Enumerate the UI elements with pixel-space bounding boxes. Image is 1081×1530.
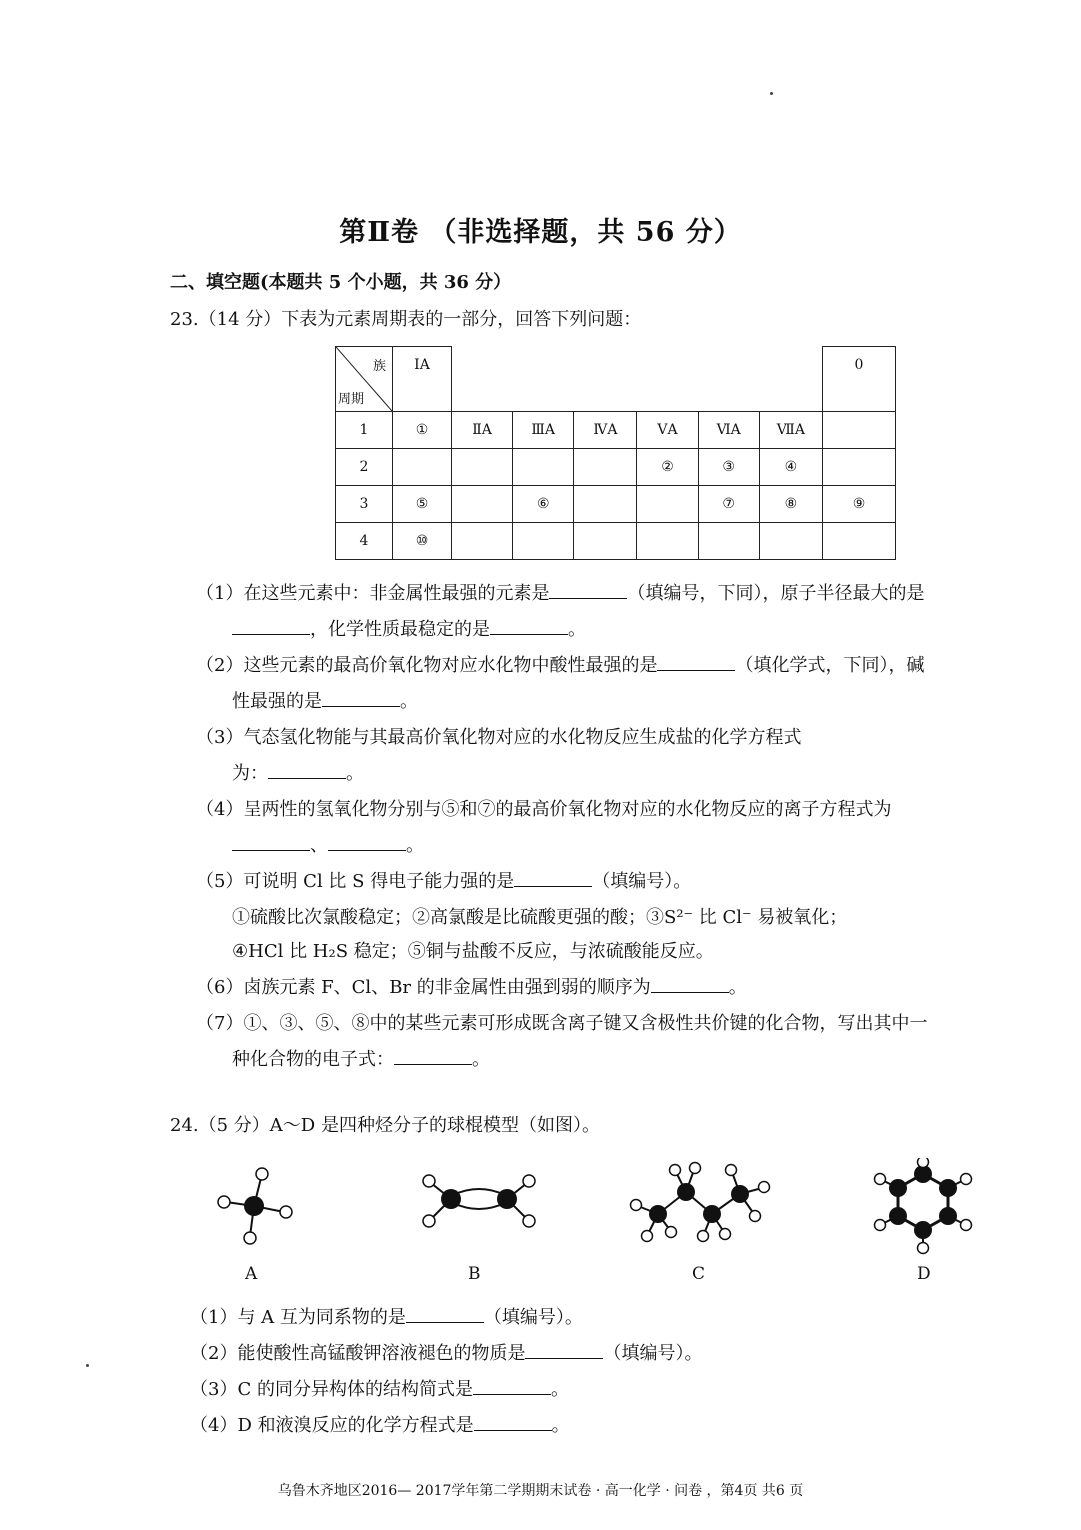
q23-p2a: （2）这些元素的最高价氧化物对应水化物中酸性最强的是	[196, 655, 658, 676]
answer-blank[interactable]	[525, 1340, 603, 1359]
q23-part3-line2	[232, 756, 364, 791]
q24-p3a: （3）C 的同分异构体的结构简式是	[190, 1379, 473, 1400]
corner-group-label: 族	[372, 359, 386, 374]
group-header-VIA: ⅥA	[698, 412, 759, 449]
q23-part6	[196, 970, 747, 1005]
cell-7: ⑦	[698, 486, 759, 523]
answer-blank[interactable]	[232, 616, 310, 635]
q23-part5-options1: ①硫酸比次氯酸稳定；②高氯酸是比硫酸更强的酸；③S²⁻ 比 Cl⁻ 易被氧化；	[232, 907, 848, 928]
cell	[513, 523, 574, 560]
q23-p7b: 种化合物的电子式：	[232, 1049, 394, 1070]
page-footer: 乌鲁木齐地区2016— 2017学年第二学期期末试卷 · 高一化学 · 问卷 ，第4页 共6 页	[277, 1483, 804, 1499]
cell	[452, 449, 513, 486]
q23-p5b: （填编号）。	[592, 871, 692, 892]
q24-part4	[190, 1408, 570, 1443]
cell-5: ⑤	[393, 486, 452, 523]
q23-part4-line2	[232, 828, 424, 863]
cell	[823, 449, 896, 486]
group-header-IA: ⅠA	[393, 347, 452, 412]
q23-p3b: 为：	[232, 763, 268, 784]
cell-3: ③	[698, 449, 759, 486]
period-mark: 。	[406, 835, 424, 856]
period-mark: 。	[568, 619, 586, 640]
molecule-a-methane	[210, 1160, 300, 1250]
cell-2: ②	[637, 449, 698, 486]
q23-part1-line2	[232, 612, 586, 647]
cell	[637, 523, 698, 560]
period-3: 3	[336, 486, 393, 523]
periodic-table	[335, 346, 896, 560]
answer-blank[interactable]	[490, 616, 568, 635]
cell-10: ⑩	[393, 523, 452, 560]
period-mark: 。	[728, 977, 747, 998]
group-header-VA: ⅤA	[637, 412, 698, 449]
answer-blank[interactable]	[322, 688, 400, 707]
period-4: 4	[336, 523, 393, 560]
q24-p2b: （填编号）。	[603, 1343, 703, 1364]
q24-part2	[190, 1336, 702, 1371]
answer-blank[interactable]	[406, 1304, 484, 1323]
q23-part2-line1	[196, 648, 924, 683]
table-corner	[336, 347, 393, 412]
q23-part4-line1	[196, 792, 891, 827]
q23-p4a: （4）呈两性的氢氧化物分别与⑤和⑦的最高价氧化物对应的水化物反应的离子方程式为	[196, 799, 892, 820]
cell	[574, 523, 637, 560]
cell	[637, 486, 698, 523]
corner-period-label: 周期	[338, 392, 365, 407]
answer-blank[interactable]	[268, 760, 346, 779]
molecule-d-benzene	[868, 1158, 978, 1258]
cell-4: ④	[759, 449, 822, 486]
molecule-c-butane	[628, 1158, 778, 1248]
answer-blank[interactable]	[473, 1376, 551, 1395]
q24-p1b: （填编号）。	[483, 1307, 583, 1328]
q23-part1-line1	[196, 576, 924, 611]
period-1: 1	[336, 412, 393, 449]
group-header-VIIA: ⅦA	[759, 412, 822, 449]
cell-9: ⑨	[823, 486, 896, 523]
q23-part5-options2: ④HCl 比 H₂S 稳定；⑤铜与盐酸不反应，与浓硫酸能反应。	[232, 941, 714, 962]
cell	[698, 523, 759, 560]
q23-p1b: （填编号，下同），原子半径最大的是	[627, 583, 925, 604]
q24-p2a: （2）能使酸性高锰酸钾溶液褪色的物质是	[190, 1343, 526, 1364]
label-d: D	[917, 1264, 931, 1284]
label-a: A	[245, 1264, 258, 1284]
q23-part2-line2	[232, 684, 418, 719]
q24-part3	[190, 1372, 569, 1407]
period-mark: 。	[472, 1049, 490, 1070]
q23-p2b: （填化学式，下同），碱	[735, 655, 925, 676]
cell-6: ⑥	[513, 486, 574, 523]
q23-p7a: （7）①、③、⑤、⑧中的某些元素可形成既含离子键又含极性共价键的化合物，写出其中一	[196, 1013, 928, 1034]
molecule-b-ethylene	[415, 1165, 545, 1235]
q24-p1a: （1）与 A 互为同系物的是	[190, 1307, 406, 1328]
cell-8: ⑧	[759, 486, 822, 523]
q23-p6a: （6）卤族元素 F、Cl、Br 的非金属性由强到弱的顺序为	[196, 977, 651, 998]
cell	[393, 449, 452, 486]
answer-blank[interactable]	[474, 1412, 552, 1431]
answer-blank[interactable]	[657, 652, 735, 671]
q24-part1	[190, 1300, 583, 1335]
answer-blank[interactable]	[651, 974, 729, 993]
cell	[574, 449, 637, 486]
cell-empty	[823, 412, 896, 449]
period-2: 2	[336, 449, 393, 486]
page-title: 第Ⅱ卷 （非选择题，共 56 分）	[339, 217, 742, 248]
period-mark: 。	[550, 1379, 569, 1400]
cell	[452, 486, 513, 523]
table-gap	[452, 347, 823, 412]
period-mark: 。	[346, 763, 364, 784]
q23-p3a: （3）气态氢化物能与其最高价氧化物对应的水化物反应生成盐的化学方程式	[196, 727, 802, 748]
cell	[823, 523, 896, 560]
cell	[574, 486, 637, 523]
label-c: C	[692, 1264, 706, 1284]
answer-blank[interactable]	[232, 832, 310, 851]
q24-p4a: （4）D 和液溴反应的化学方程式是	[190, 1415, 474, 1436]
question-24-intro: 24.（5 分）A～D 是四种烃分子的球棍模型（如图）。	[170, 1115, 600, 1136]
question-23-intro: 23.（14 分）下表为元素周期表的一部分，回答下列问题：	[170, 309, 642, 330]
scan-speck	[86, 1364, 89, 1367]
q23-part7-line2	[232, 1042, 490, 1077]
answer-blank[interactable]	[514, 868, 592, 887]
answer-blank[interactable]	[328, 832, 406, 851]
period-mark: 。	[551, 1415, 570, 1436]
q23-p2c: 性最强的是	[232, 691, 322, 712]
group-header-IIIA: ⅢA	[513, 412, 574, 449]
label-b: B	[468, 1264, 481, 1284]
cell-1: ①	[393, 412, 452, 449]
scan-speck	[770, 92, 773, 95]
q23-p1c: ，化学性质最稳定的是	[310, 619, 490, 640]
group-header-IIA: ⅡA	[452, 412, 513, 449]
q23-part7-line1	[196, 1006, 927, 1041]
answer-blank[interactable]	[394, 1046, 472, 1065]
cell	[759, 523, 822, 560]
group-header-0: 0	[823, 347, 896, 412]
q23-part3-line1	[196, 720, 801, 755]
q23-p1a: （1）在这些元素中：非金属性最强的元素是	[196, 583, 550, 604]
cell	[513, 449, 574, 486]
cell	[452, 523, 513, 560]
q23-p5a: （5）可说明 Cl 比 S 得电子能力强的是	[196, 871, 515, 892]
answer-blank[interactable]	[549, 580, 627, 599]
group-header-IVA: ⅣA	[574, 412, 637, 449]
period-mark: 。	[400, 691, 418, 712]
dunhao-mark: 、	[310, 835, 328, 856]
section-heading: 二、填空题(本题共 5 个小题，共 36 分）	[170, 272, 512, 293]
q23-part5-line1	[196, 864, 691, 899]
